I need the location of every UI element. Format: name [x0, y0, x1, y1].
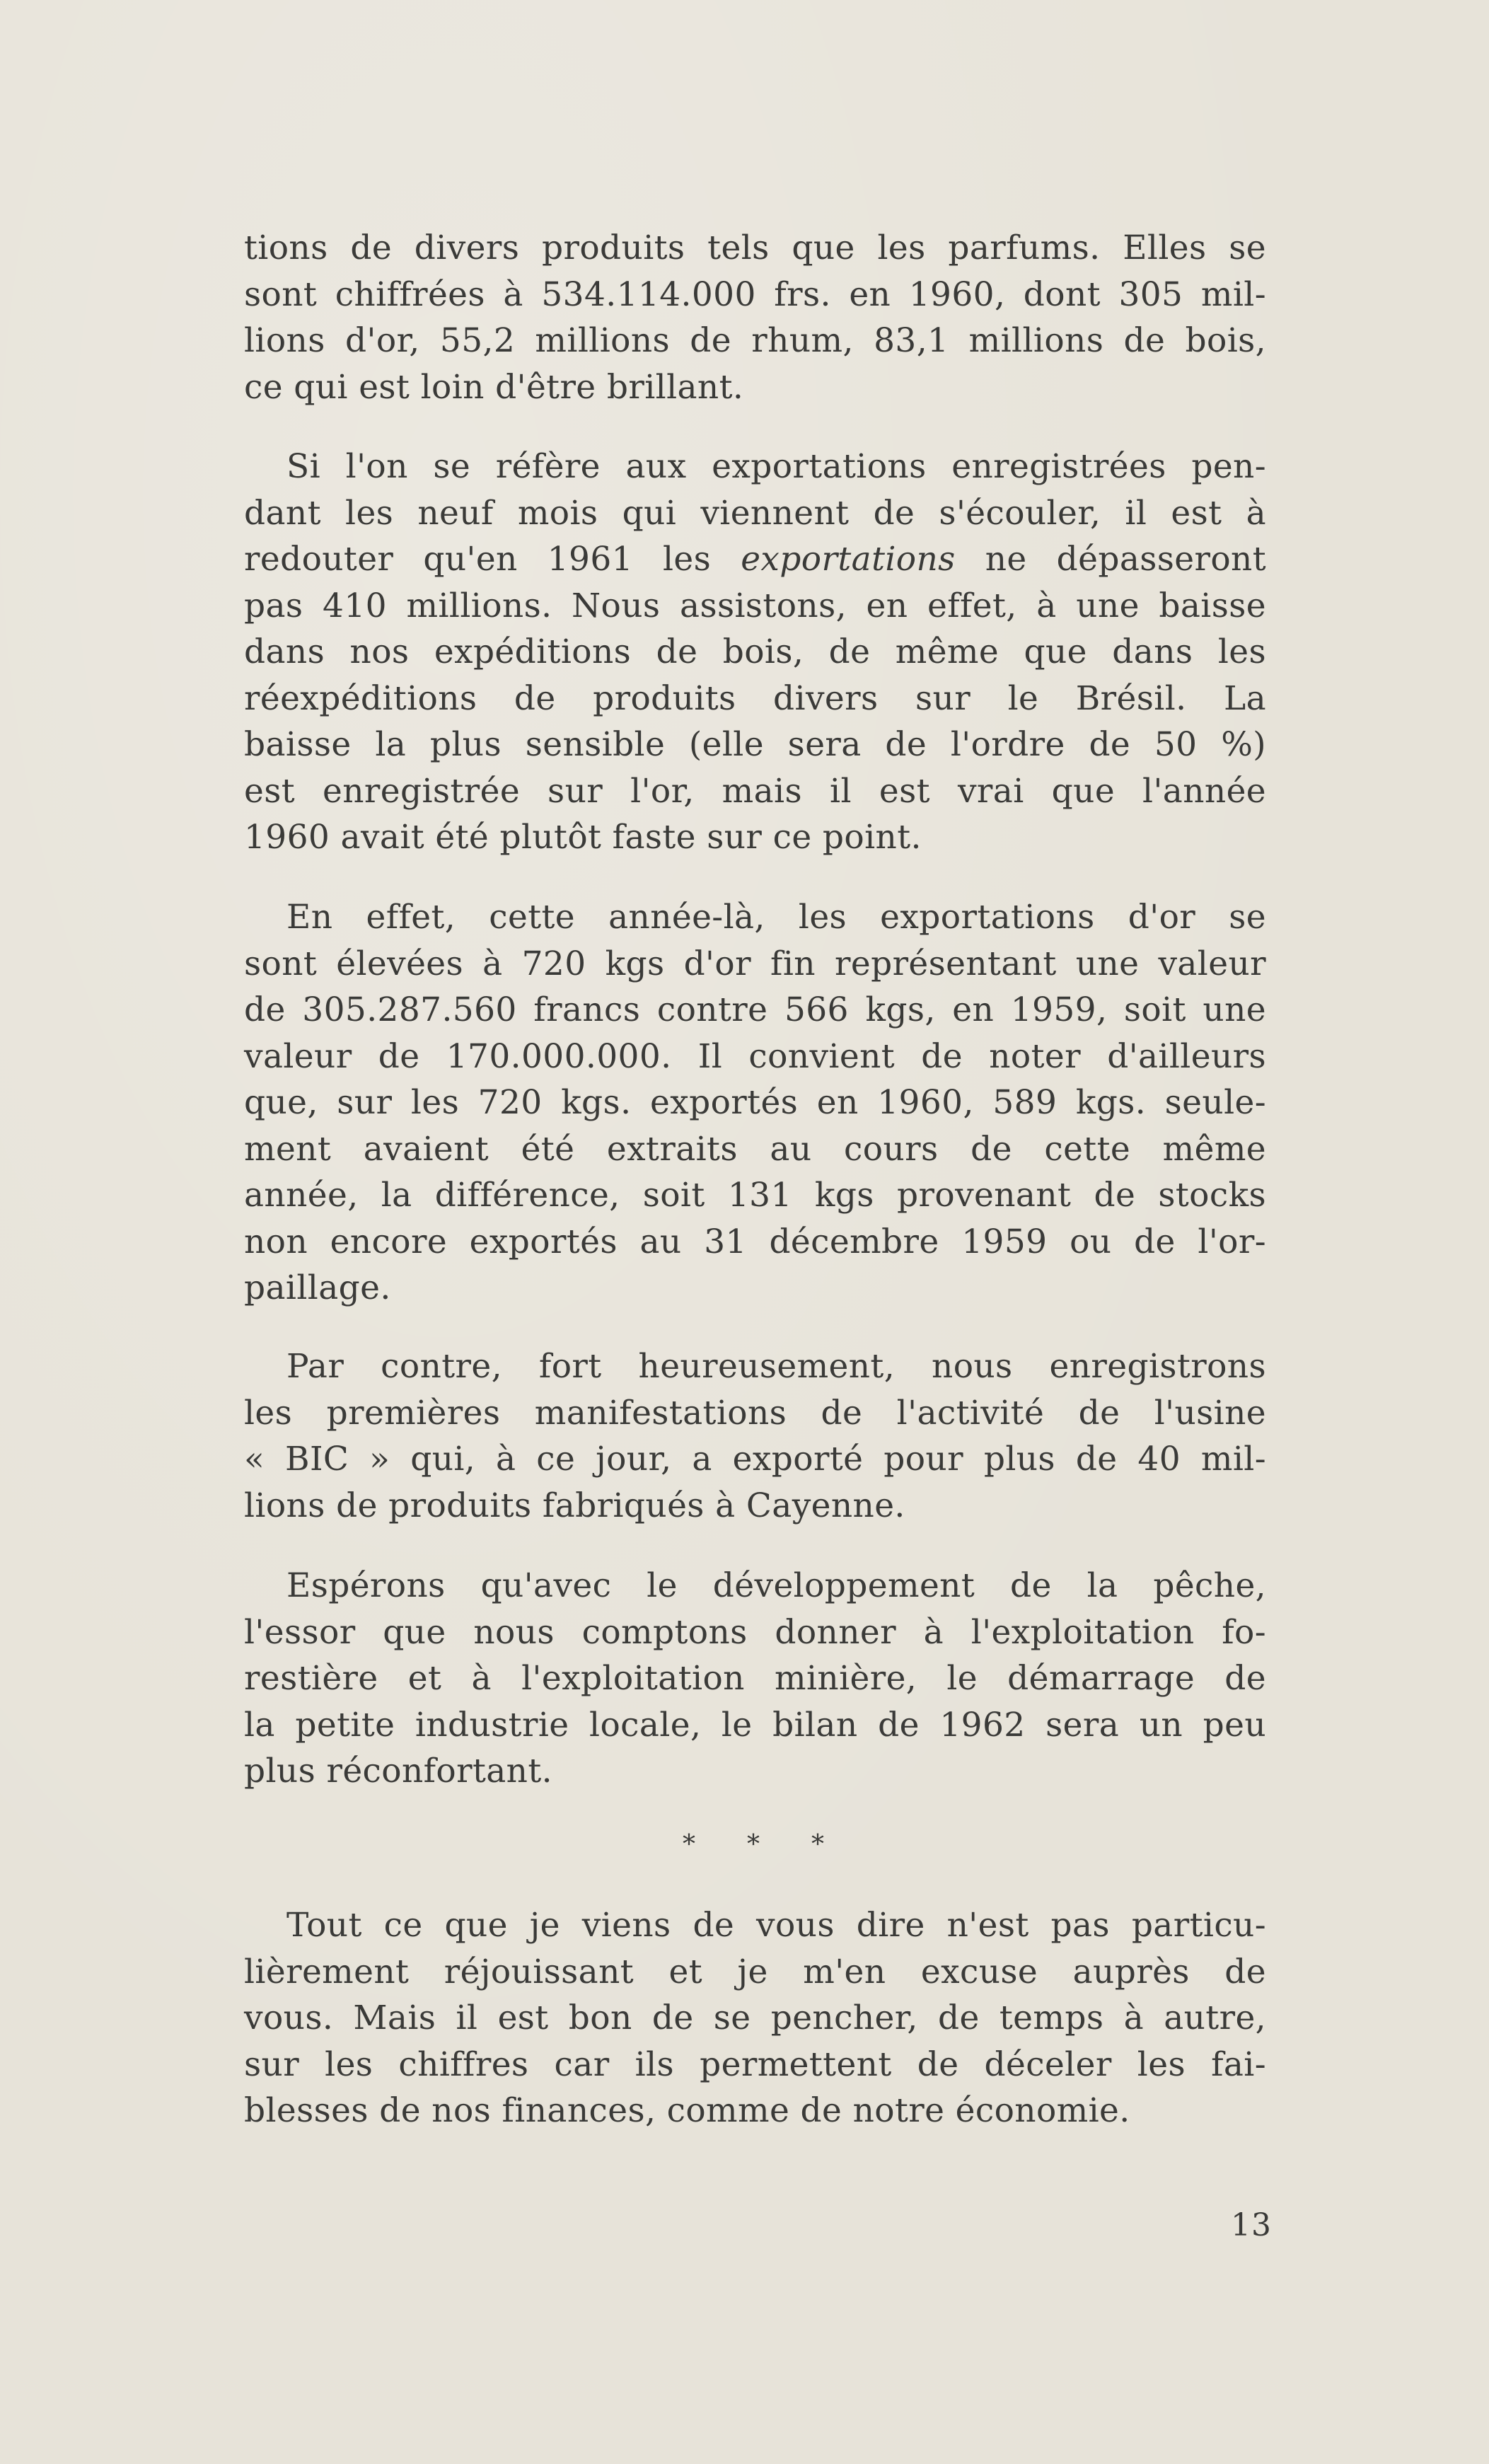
- text-line: ce qui est loin d'être brillant.: [244, 367, 744, 407]
- text-line: lions de produits fabriqués à Cayenne.: [244, 1486, 905, 1525]
- paragraph-3: [244, 894, 1266, 1312]
- text-line: dans nos expéditions de bois, de même que dans les: [244, 632, 1266, 671]
- text-line: que, sur les 720 kgs. exportés en 1960, 589 kgs. seule-: [244, 1083, 1266, 1122]
- text-line: « BIC » qui, à ce jour, a exporté pour plus de 40 mil-: [244, 1440, 1266, 1479]
- text-line: paillage.: [244, 1268, 391, 1307]
- text-line: non encore exportés au 31 décembre 1959 ou de l'or-: [244, 1222, 1266, 1261]
- text-line: tions de divers produits tels que les parfums. Elles se: [244, 229, 1266, 267]
- section-separator: [683, 1830, 824, 1859]
- text-line: Par contre, fort heureusement, nous enregistrons: [286, 1347, 1266, 1386]
- separator-star: *: [683, 1830, 695, 1859]
- text-line: vous. Mais il est bon de se pencher, de temps à autre,: [244, 1999, 1266, 2037]
- text-line: année, la différence, soit 131 kgs provenant de stocks: [244, 1176, 1266, 1215]
- emphasized-word: exportations: [741, 540, 956, 579]
- text-line: restière et à l'exploitation minière, le démarrage de: [244, 1659, 1266, 1698]
- separator-star: *: [811, 1830, 824, 1859]
- text-line: dant les neuf mois qui viennent de s'écouler, il est à: [244, 493, 1266, 533]
- text-line: de 305.287.560 francs contre 566 kgs, en 1959, soit une: [244, 990, 1266, 1029]
- text-line: valeur de 170.000.000. Il convient de noter d'ailleurs: [244, 1036, 1266, 1076]
- text-line: lièrement réjouissant et je m'en excuse auprès de: [244, 1952, 1266, 1991]
- text-line: la petite industrie locale, le bilan de 1962 sera un peu: [244, 1705, 1266, 1745]
- paragraph-6: [244, 1902, 1266, 2134]
- text-line: lions d'or, 55,2 millions de rhum, 83,1 millions de bois,: [244, 321, 1266, 360]
- text-line: est enregistrée sur l'or, mais il est vrai que l'année: [244, 771, 1266, 811]
- text-segment: redouter qu'en 1961 les: [244, 540, 712, 579]
- text-line: sont chiffrées à 534.114.000 frs. en 1960, dont 305 mil-: [244, 274, 1266, 314]
- text-line: En effet, cette année-là, les exportations d'or se: [286, 898, 1266, 937]
- page-number: 13: [1231, 2207, 1272, 2243]
- text-line: 1960 avait été plutôt faste sur ce point.: [244, 818, 922, 857]
- text-line-with-emphasis: [244, 536, 1266, 583]
- text-line: Espérons qu'avec le développement de la pêche,: [286, 1566, 1266, 1605]
- text-line: plus réconfortant.: [244, 1752, 552, 1791]
- text-line: Si l'on se réfère aux exportations enregistrées pen-: [286, 447, 1266, 486]
- paragraph-1: [244, 225, 1266, 410]
- text-line: ment avaient été extraits au cours de cette même: [244, 1129, 1266, 1169]
- paragraph-2: [244, 444, 1266, 861]
- text-line: sur les chiffres car ils permettent de déceler les fai-: [244, 2044, 1266, 2084]
- text-line: blesses de nos finances, comme de notre économie.: [244, 2091, 1130, 2130]
- paragraph-4: [244, 1343, 1266, 1529]
- paragraph-5: [244, 1563, 1266, 1795]
- text-segment: ne dépasseront: [985, 540, 1267, 579]
- text-line: Tout ce que je viens de vous dire n'est pas particu-: [286, 1906, 1266, 1945]
- text-line: baisse la plus sensible (elle sera de l'ordre de 50 %): [244, 725, 1266, 764]
- text-line: l'essor que nous comptons donner à l'exploitation fo-: [244, 1612, 1266, 1652]
- text-line: réexpéditions de produits divers sur le Brésil. La: [244, 678, 1266, 718]
- text-line: les premières manifestations de l'activité de l'usine: [244, 1393, 1266, 1433]
- separator-star: *: [747, 1830, 760, 1859]
- text-line: sont élevées à 720 kgs d'or fin représentant une valeur: [244, 944, 1266, 983]
- text-line: pas 410 millions. Nous assistons, en effet, à une baisse: [244, 586, 1266, 625]
